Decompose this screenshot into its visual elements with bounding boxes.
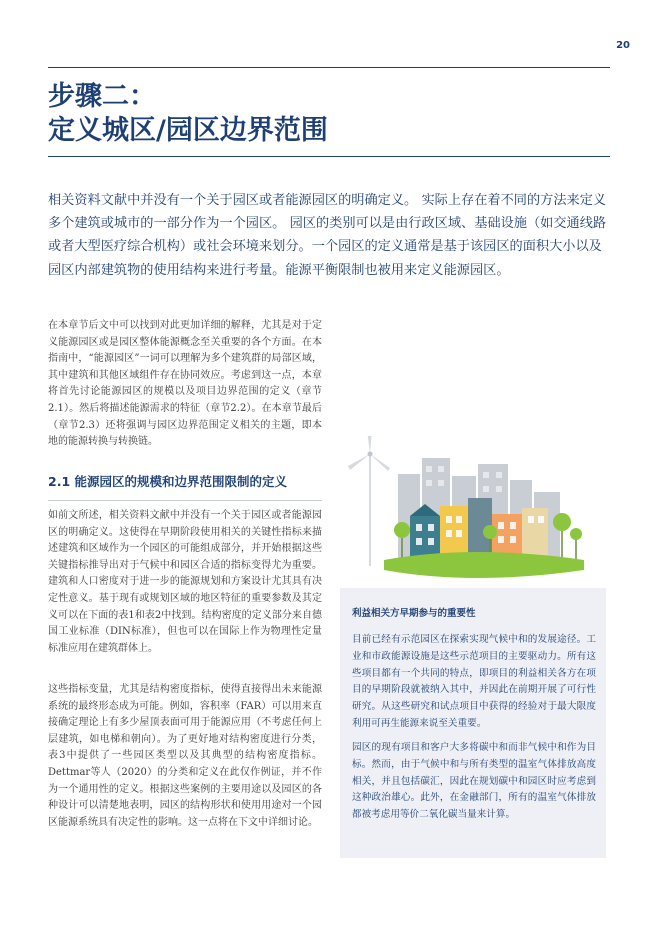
body-paragraph-2: 如前文所述，相关资料文献中并没有一个关于园区或者能源园区的明确定义。这使得在早期阶段使用相关的关键性指标来描述建筑和区域作为一个园区的可能组成部分，并开始根据这些关键指标推导出对于气候中和园区合适的指标变得尤为重要。建筑和人口密度对于进一步的能源规划和方案设计尤其具有决定性意义。基于现有或规划区域的地区特征的重要参数及其定义可以在下面的表1和表2中找到。结构密度的定义部分来自德国工业标准（DIN标准），但也可以在国际上作为物理性定量标准应用在建筑群体上。 xyxy=(48,510,322,654)
body-paragraph-1: 在本章节后文中可以找到对此更加详细的解释，尤其是对于定义能源园区或是园区整体能源概念至关重要的各个方面。在本指南中，“能源园区”一词可以理解为多个建筑群的局部区域，其中建筑和其他区域组件存在协同效应。考虑到这一点，本章将首先讨论能源园区的规模以及项目边界范围的定义（章节2.1）。然后将描述能源需求的特征（章节2.2）。在本章节最后（章节2.3）还将强调与园区边界范围定义相关的主题，即本地的能源转换与转换链。 xyxy=(48,320,322,448)
top-rule xyxy=(48,67,610,68)
page-title xyxy=(48,80,328,148)
wind-turbine-icon xyxy=(348,436,390,566)
sidebar-box-para-2: 园区的现有项目和客户大多将碳中和而非气候中和作为目标。然而，由于气候中和与所有类型的温室气体排放高度相关，并且包括碳汇，因此在规划碳中和园区时应考虑到这种政治雄心。此外，在金融部门，所有的温室气体排放都被考虑用等价二氧化碳当量来计算。 xyxy=(352,742,596,821)
section-heading-2-1: 2.1 能源园区的规模和边界范围限制的定义 xyxy=(48,474,287,489)
intro-paragraph: 相关资料文献中并没有一个关于园区或者能源园区的明确定义。 实际上存在着不同的方法来定义多个建筑或城市的一部分作为一个园区。 园区的类别可以是由行政区域、基础设施（如交通线路或者大型医疗综合机构）或社会环境来划分。一个园区的定义通常是基于该园区的面积大小以及园区内部建筑物的使用结构来进行考量。能源平衡限制也被用来定义能源园区。 xyxy=(48,193,607,278)
body-paragraph-3: 这些指标变量，尤其是结构密度指标，使得直接得出未来能源系统的最终形态成为可能。例如，容积率（FAR）可以用来直接确定理论上有多少屋顶表面可用于能源应用（不考虑任何上层建筑，如电梯和朝向）。为了更好地对结构密度进行分类，表3中提供了一些园区类型以及其典型的结构密度指标。Dettmar等人（2020）的分类和定义在此仅作例证，并不作为一个通用性的定义。根据这些案例的主要用途以及园区的各种设计可以清楚地表明，园区的结构形状和使用用途对一个园区能源系统具有决定性的影响。这一点将在下文中详细讨论。 xyxy=(48,684,322,828)
section-rule xyxy=(48,500,322,501)
page-number: 20 xyxy=(616,40,630,51)
title-line-1: 步骤二： xyxy=(48,81,156,112)
sidebar-box-para-1: 目前已经有示范园区在探索实现气候中和的发展途径。工业和市政能源设施是这些示范项目的主要驱动力。所有这些项目都有一个共同的特点，即项目的利益相关各方在项目的早期阶段就被纳入其中，并因此在前期开展了可行性研究。从这些研究和试点项目中获得的经验对于最大限度利用可再生能源来说至关重要。 xyxy=(352,634,596,729)
title-line-2: 定义城区/园区边界范围 xyxy=(48,115,328,146)
city-illustration xyxy=(340,436,606,588)
title-rule xyxy=(48,156,610,157)
sidebar-box-title: 利益相关方早期参与的重要性 xyxy=(352,608,476,619)
